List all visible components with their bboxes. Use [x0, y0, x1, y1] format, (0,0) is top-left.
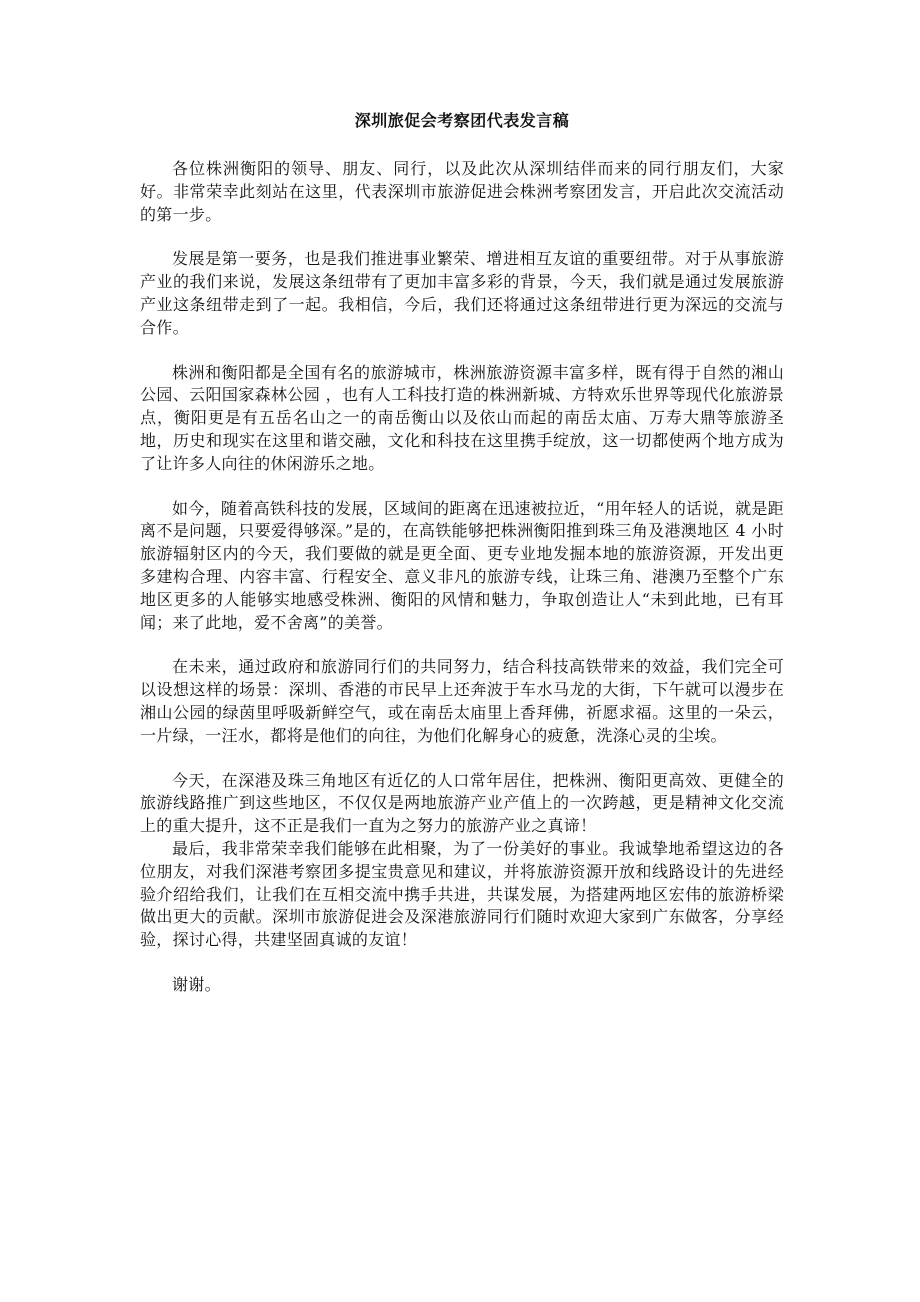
- paragraph-future: 在未来，通过政府和旅游同行们的共同努力，结合科技高铁带来的效益，我们完全可以设想这样的场景：深圳、香港的市民早上还奔波于车水马龙的大街，下午就可以漫步在湘山公园的绿茵里呼吸新鲜空气，或在南岳太庙里上香拜佛，祈愿求福。这里的一朵云，一片绿，一汪水，都将是他们的向往，为他们化解身心的疲惫，洗涤心灵的尘埃。: [140, 657, 784, 745]
- document-page: [140, 110, 784, 997]
- paragraph-high-speed-rail: 如今，随着高铁科技的发展，区域间的距离在迅速被拉近，“用年轻人的话说，就是距离不是问题，只要爱得够深。”是的，在高铁能够把株洲衡阳推到珠三角及港澳地区 4 小时旅游辐射区内的今天，我们要做的就是更全面、更专业地发掘本地的旅游资源，开发出更多建构合理、内容丰富、行程安全、意义非凡的旅游专线，让珠三角、港澳乃至整个广东地区更多的人能够实地感受株洲、衡阳的风情和魅力，争取创造让人“未到此地，已有耳闻；来了此地，爱不舍离”的美誉。: [140, 498, 784, 632]
- paragraph-greeting: 各位株洲衡阳的领导、朋友、同行，以及此次从深圳结伴而来的同行朋友们，大家好。非常荣幸此刻站在这里，代表深圳市旅游促进会株洲考察团发言，开启此次交流活动的第一步。: [140, 159, 784, 224]
- paragraph-today: 今天，在深港及珠三角地区有近亿的人口常年居住，把株洲、衡阳更高效、更健全的旅游线路推广到这些地区，不仅仅是两地旅游产业产值上的一次跨越，更是精神文化交流上的重大提升，这不正是我们一直为之努力的旅游产业之真谛！: [140, 770, 784, 836]
- paragraph-closing: 最后，我非常荣幸我们能够在此相聚，为了一份美好的事业。我诚挚地希望这边的各位朋友，对我们深港考察团多提宝贵意见和建议，并将旅游资源开放和线路设计的先进经验介绍给我们，让我们在互相交流中携手共进，共谋发展，为搭建两地区宏伟的旅游桥梁做出更大的贡献。深圳市旅游促进会及深港旅游同行们随时欢迎大家到广东做客，分享经验，探讨心得，共建坚固真诚的友谊！: [140, 838, 784, 950]
- paragraph-development: 发展是第一要务，也是我们推进事业繁荣、增进相互友谊的重要纽带。对于从事旅游产业的我们来说，发展这条纽带有了更加丰富多彩的背景，今天，我们就是通过发展旅游产业这条纽带走到了一起。我相信，今后，我们还将通过这条纽带进行更为深远的交流与合作。: [140, 249, 784, 337]
- document-title: 深圳旅促会考察团代表发言稿: [354, 111, 570, 130]
- paragraph-thanks: 谢谢。: [172, 974, 221, 994]
- paragraph-cities: 株洲和衡阳都是全国有名的旅游城市，株洲旅游资源丰富多样，既有得于自然的湘山公园、云阳国家森林公园 ，也有人工科技打造的株洲新城、方特欢乐世界等现代化旅游景点，衡阳更是有五岳名山之一的南岳衡山以及依山而起的南岳太庙、万寿大鼎等旅游圣地，历史和现实在这里和谐交融，文化和科技在这里携手绽放，这一切都使两个地方成为了让许多人向往的休闲游乐之地。: [140, 362, 784, 473]
